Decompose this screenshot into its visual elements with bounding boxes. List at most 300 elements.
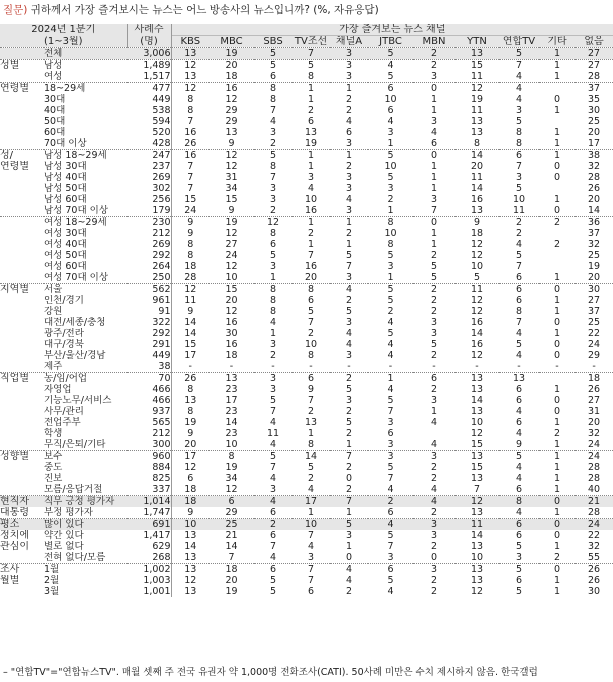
value-cell: 12 [225, 94, 238, 105]
value-cell: 37 [575, 83, 613, 95]
table-row [0, 395, 613, 406]
value-cell: 25 [209, 519, 254, 531]
value-cell: 1 [553, 328, 561, 339]
value-cell: 16 [470, 194, 484, 205]
value-cell: 3 [515, 105, 523, 116]
table-row [0, 48, 613, 60]
value-cell: 13 [470, 507, 484, 518]
group-label [0, 328, 44, 339]
value-cell: 3 [307, 172, 315, 183]
subgroup-label: 여성 70대 이상 [44, 272, 109, 283]
value-cell: 30 [575, 284, 613, 296]
value-cell: 5 [473, 272, 481, 283]
value-cell: 10 [225, 272, 238, 283]
value-cell: 16 [470, 317, 484, 328]
value-cell: 2 [430, 250, 438, 261]
value-cell: 28 [588, 71, 601, 82]
value-cell: 3 [387, 127, 394, 138]
value-cell: 2 [307, 105, 315, 116]
value-cell: 6 [515, 272, 523, 283]
table-row [0, 105, 613, 116]
value-cell: 4 [368, 519, 413, 531]
value-cell: 0 [345, 552, 353, 563]
value-cell: - [347, 361, 351, 372]
value-cell: 2 [269, 205, 277, 216]
value-cell: 13 [184, 530, 197, 541]
value-cell: 24 [575, 451, 613, 463]
value-cell: 9 [307, 384, 315, 395]
value-cell: 6 [368, 83, 413, 95]
value-cell: 7 [307, 575, 315, 586]
value-cell: 14 [292, 451, 330, 463]
column-header: 기타 [539, 36, 575, 48]
value-cell: - [188, 361, 192, 372]
sample-size: 300 [127, 439, 171, 451]
value-cell: 4 [269, 116, 277, 127]
value-cell: 3 [345, 350, 353, 361]
value-cell: 28 [588, 462, 601, 473]
value-cell: 8 [515, 138, 523, 149]
question-line [3, 2, 379, 17]
value-cell: 2 [430, 507, 438, 518]
value-cell: 6 [515, 575, 523, 586]
sample-size: 250 [127, 272, 171, 284]
table-row [0, 94, 613, 105]
value-cell: 24 [575, 519, 613, 531]
value-cell: 5 [387, 172, 394, 183]
value-cell: 5 [254, 150, 292, 162]
value-cell: 5 [269, 250, 277, 261]
sample-size: 594 [127, 116, 171, 127]
value-cell: 3 [269, 183, 277, 194]
value-cell: 4 [515, 406, 523, 417]
subgroup-label: 60대 [44, 127, 66, 138]
table-row [0, 60, 613, 72]
value-cell: 14 [470, 395, 484, 406]
value-cell: 20 [588, 127, 601, 138]
value-cell: 28 [588, 507, 601, 518]
table-row [0, 462, 613, 473]
sample-size: 179 [127, 205, 171, 217]
column-header: 채널A [330, 36, 368, 48]
value-cell: 8 [515, 127, 523, 138]
sample-size: 538 [127, 105, 171, 116]
column-header: 연합TV [499, 36, 539, 48]
value-cell: 6 [499, 150, 539, 162]
sample-size: 292 [127, 250, 171, 261]
value-cell: 1 [553, 541, 561, 552]
value-cell: 6 [515, 295, 523, 306]
value-cell: 2 [430, 586, 438, 597]
value-cell: 5 [515, 116, 523, 127]
value-cell: 2 [387, 194, 394, 205]
value-cell: 1 [553, 306, 561, 317]
value-cell: 14 [588, 205, 601, 216]
value-cell: 7 [307, 317, 315, 328]
value-cell: 37 [588, 228, 601, 239]
value-cell: 16 [304, 261, 318, 272]
sample-size: 337 [127, 484, 171, 496]
value-cell: 6 [187, 473, 194, 484]
value-cell: 29 [225, 507, 238, 518]
value-cell: 1 [269, 328, 277, 339]
value-cell: 16 [470, 339, 484, 350]
value-cell: 14 [470, 183, 484, 194]
value-cell: 30 [588, 105, 601, 116]
value-cell: 2 [345, 94, 353, 105]
value-cell: 8 [307, 71, 315, 82]
sample-size: 230 [127, 217, 171, 229]
value-cell: 2 [345, 295, 353, 306]
value-cell: 12 [209, 150, 254, 162]
value-cell: 6 [292, 373, 330, 385]
value-cell: 1 [430, 94, 438, 105]
value-cell: 18 [171, 496, 209, 508]
value-cell: 12 [171, 284, 209, 296]
subgroup-label: 3월 [44, 586, 60, 597]
subgroup-label: 전혀 없다/모름 [44, 552, 106, 563]
value-cell: 3 [269, 194, 277, 205]
group-label: 연령별 [0, 83, 44, 95]
value-cell: 3 [345, 272, 353, 283]
value-cell: 29 [225, 105, 238, 116]
group-label: 관심이 [0, 541, 29, 552]
value-cell: 6 [269, 71, 277, 82]
subgroup-label: 남성 60대 [44, 194, 87, 205]
value-cell: 4 [515, 71, 523, 82]
value-cell: 12 [470, 428, 484, 439]
value-cell: 1 [430, 406, 438, 417]
value-cell: 22 [588, 328, 601, 339]
table-row [0, 183, 613, 194]
subgroup-label: 자영업 [44, 384, 72, 395]
value-cell: 7 [307, 395, 315, 406]
value-cell: 0 [345, 473, 353, 484]
value-cell: 1 [307, 94, 315, 105]
value-cell: 25 [588, 317, 601, 328]
value-cell: 16 [171, 150, 209, 162]
value-cell: 1 [430, 183, 438, 194]
value-cell: 8 [269, 306, 277, 317]
value-cell: 1 [553, 484, 561, 495]
value-cell: 12 [455, 83, 499, 95]
value-cell: 8 [187, 384, 194, 395]
group-label [0, 138, 44, 150]
sample-size: 1,417 [127, 530, 171, 541]
value-cell: 1 [345, 239, 353, 250]
value-cell: 3 [345, 395, 353, 406]
value-cell: 3 [430, 328, 438, 339]
value-cell: 4 [430, 417, 438, 428]
value-cell: 6 [345, 127, 353, 138]
subgroup-label: 전체 [44, 48, 127, 60]
value-cell: 0 [553, 395, 561, 406]
group-label [0, 552, 44, 564]
value-cell: 4 [368, 60, 413, 72]
value-cell: 6 [269, 507, 277, 518]
value-cell: 4 [307, 484, 315, 495]
value-cell: 5 [345, 250, 353, 261]
value-cell: 11 [470, 71, 484, 82]
value-cell: 7 [292, 48, 330, 60]
value-cell: 2 [307, 406, 315, 417]
group-label [0, 71, 44, 83]
table-row [0, 306, 613, 317]
value-cell: 1 [330, 83, 368, 95]
value-cell: 29 [225, 116, 238, 127]
sample-size: 1,489 [127, 60, 171, 72]
value-cell: 6 [387, 428, 394, 439]
value-cell: 5 [499, 48, 539, 60]
value-cell: 21 [225, 530, 238, 541]
table-row [0, 150, 613, 162]
subgroup-label: 여성 [44, 71, 63, 82]
value-cell: 13 [455, 564, 499, 576]
subgroup-label: 중도 [44, 462, 63, 473]
value-cell: 9 [187, 306, 194, 317]
value-cell: 6 [430, 138, 438, 149]
value-cell: 24 [588, 339, 601, 350]
value-cell: 7 [345, 261, 353, 272]
value-cell: 8 [292, 284, 330, 296]
table-row [0, 473, 613, 484]
value-cell: 8 [307, 350, 315, 361]
value-cell: 4 [330, 284, 368, 296]
value-cell: 2 [553, 428, 561, 439]
group-label [0, 183, 44, 194]
group-label [0, 239, 44, 250]
value-cell: 10 [470, 261, 484, 272]
sample-size: 449 [127, 94, 171, 105]
table-body [0, 48, 613, 598]
value-cell: 0 [430, 552, 438, 563]
value-cell: 5 [515, 586, 523, 597]
subgroup-label: 약간 있다 [44, 530, 84, 541]
table-row [0, 564, 613, 576]
value-cell: - [432, 361, 436, 372]
column-header: JTBC [368, 36, 413, 48]
group-label: 성향별 [0, 451, 44, 463]
value-cell: 0 [539, 284, 575, 296]
value-cell: - [388, 361, 393, 372]
value-cell: 13 [470, 127, 484, 138]
table-row [0, 586, 613, 597]
sample-size: 629 [127, 541, 171, 552]
value-cell: 23 [225, 384, 238, 395]
group-label [0, 417, 44, 428]
value-cell: 4 [387, 317, 394, 328]
sample-size: 961 [127, 295, 171, 306]
value-cell: 36 [575, 217, 613, 229]
group-label [0, 306, 44, 317]
value-cell: 14 [184, 317, 197, 328]
value-cell: 13 [470, 473, 484, 484]
value-cell: 1 [539, 48, 575, 60]
value-cell: 17 [171, 451, 209, 463]
value-cell: 7 [387, 541, 394, 552]
value-cell: 2 [413, 60, 455, 72]
value-cell: 13 [470, 384, 484, 395]
value-cell: 5 [430, 261, 438, 272]
value-cell: 8 [368, 217, 413, 229]
value-cell: 0 [553, 317, 561, 328]
question-text: 귀하께서 가장 즐겨보시는 뉴스는 어느 방송사의 뉴스입니까? (%, 자유응답) [30, 4, 379, 16]
value-cell: 6 [387, 507, 394, 518]
sample-size: 247 [127, 150, 171, 162]
value-cell: 1 [292, 217, 330, 229]
value-cell: 14 [470, 328, 484, 339]
value-cell [539, 83, 575, 95]
value-cell: 5 [387, 395, 394, 406]
table-row [0, 172, 613, 183]
subgroup-label: 여성 50대 [44, 250, 87, 261]
value-cell: 8 [209, 451, 254, 463]
value-cell: 2 [345, 105, 353, 116]
value-cell: 6 [307, 586, 315, 597]
value-cell: 6 [368, 564, 413, 576]
value-cell: 5 [269, 575, 277, 586]
value-cell: 6 [413, 373, 455, 385]
value-cell: 7 [187, 172, 194, 183]
value-cell: 2 [387, 306, 394, 317]
value-cell: 2 [553, 552, 561, 563]
value-cell: 8 [473, 138, 481, 149]
sample-size: 268 [127, 552, 171, 564]
group-label [0, 48, 44, 60]
value-cell: 35 [588, 94, 601, 105]
value-cell: 0 [539, 496, 575, 508]
value-cell: 3 [515, 552, 523, 563]
value-cell: 21 [575, 496, 613, 508]
value-cell: 5 [387, 462, 394, 473]
value-cell: 7 [269, 172, 277, 183]
value-cell: 11 [184, 295, 197, 306]
value-cell: 13 [171, 48, 209, 60]
subgroup-label: 서울 [44, 284, 127, 296]
value-cell: 30 [225, 328, 238, 339]
value-cell: 6 [499, 519, 539, 531]
value-cell: 2 [413, 48, 455, 60]
value-cell: 20 [588, 194, 601, 205]
subgroup-label: 여성 18~29세 [44, 217, 127, 229]
table-row [0, 138, 613, 150]
table-row [0, 228, 613, 239]
value-cell: 3 [430, 194, 438, 205]
value-cell: 1 [430, 161, 438, 172]
table-row [0, 284, 613, 296]
value-cell: 17 [588, 138, 601, 149]
value-cell: 3 [330, 60, 368, 72]
value-cell: 8 [269, 94, 277, 105]
value-cell: 2 [430, 295, 438, 306]
value-cell: 4 [345, 339, 353, 350]
value-cell: 28 [588, 172, 601, 183]
value-cell: 18 [209, 564, 254, 576]
value-cell: 3 [430, 317, 438, 328]
value-cell: 3 [330, 48, 368, 60]
value-cell: 9 [187, 428, 194, 439]
value-cell: 4 [515, 473, 523, 484]
value-cell: 3 [387, 552, 394, 563]
value-cell: 4 [269, 439, 277, 450]
sample-size: 466 [127, 395, 171, 406]
value-cell: 19 [225, 462, 238, 473]
group-label: 평소 [0, 519, 44, 531]
value-cell: 12 [470, 306, 484, 317]
group-label: 성/ [0, 150, 44, 162]
value-cell: 3 [269, 384, 277, 395]
value-cell: 5 [254, 60, 292, 72]
value-cell: 22 [588, 530, 601, 541]
sample-size: 937 [127, 406, 171, 417]
channel-group-header: 가장 즐겨보는 뉴스 채널 [171, 24, 613, 36]
sample-size: 70 [127, 373, 171, 385]
group-label: 연령별 [0, 161, 29, 172]
value-cell: 2 [430, 306, 438, 317]
value-cell: 5 [430, 272, 438, 283]
value-cell: - [517, 361, 521, 372]
value-cell: 10 [470, 552, 484, 563]
subgroup-label: 70대 이상 [44, 138, 87, 149]
value-cell: 8 [187, 94, 194, 105]
value-cell: 14 [455, 150, 499, 162]
value-cell: 1 [307, 239, 315, 250]
sample-size: 1,517 [127, 71, 171, 83]
table-row [0, 161, 613, 172]
subgroup-label: 여성 60대 [44, 261, 87, 272]
subgroup-label: 남성 50대 [44, 183, 87, 194]
value-cell: 4 [345, 328, 353, 339]
value-cell: 24 [588, 439, 601, 450]
value-cell: 2 [430, 575, 438, 586]
value-cell: 7 [499, 60, 539, 72]
value-cell: 6 [254, 564, 292, 576]
subgroup-label: 남성 18~29세 [44, 150, 127, 162]
value-cell: 15 [470, 462, 484, 473]
table-row [0, 575, 613, 586]
value-cell: 7 [187, 183, 194, 194]
subgroup-label: 여성 40대 [44, 239, 87, 250]
sample-size: 466 [127, 384, 171, 395]
value-cell: 1 [345, 541, 353, 552]
value-cell: 3 [345, 205, 353, 216]
group-label [0, 228, 44, 239]
value-cell: 1 [307, 428, 315, 439]
value-cell: 5 [515, 541, 523, 552]
value-cell: 3 [345, 183, 353, 194]
value-cell: - [309, 361, 313, 372]
value-cell: 7 [330, 451, 368, 463]
value-cell: 19 [209, 48, 254, 60]
value-cell: 12 [470, 295, 484, 306]
value-cell: 27 [588, 295, 601, 306]
value-cell: 4 [430, 127, 438, 138]
table-row [0, 317, 613, 328]
value-cell: 14 [225, 417, 238, 428]
value-cell: 20 [225, 295, 238, 306]
value-cell: 2 [430, 462, 438, 473]
value-cell: 9 [515, 439, 523, 450]
group-label [0, 462, 44, 473]
value-cell: 16 [225, 339, 238, 350]
value-cell: 34 [225, 473, 238, 484]
group-label: 대통령 [0, 507, 29, 518]
group-label [0, 250, 44, 261]
value-cell: 23 [225, 428, 238, 439]
sample-size: 477 [127, 83, 171, 95]
value-cell: 14 [470, 530, 484, 541]
column-header: SBS [254, 36, 292, 48]
